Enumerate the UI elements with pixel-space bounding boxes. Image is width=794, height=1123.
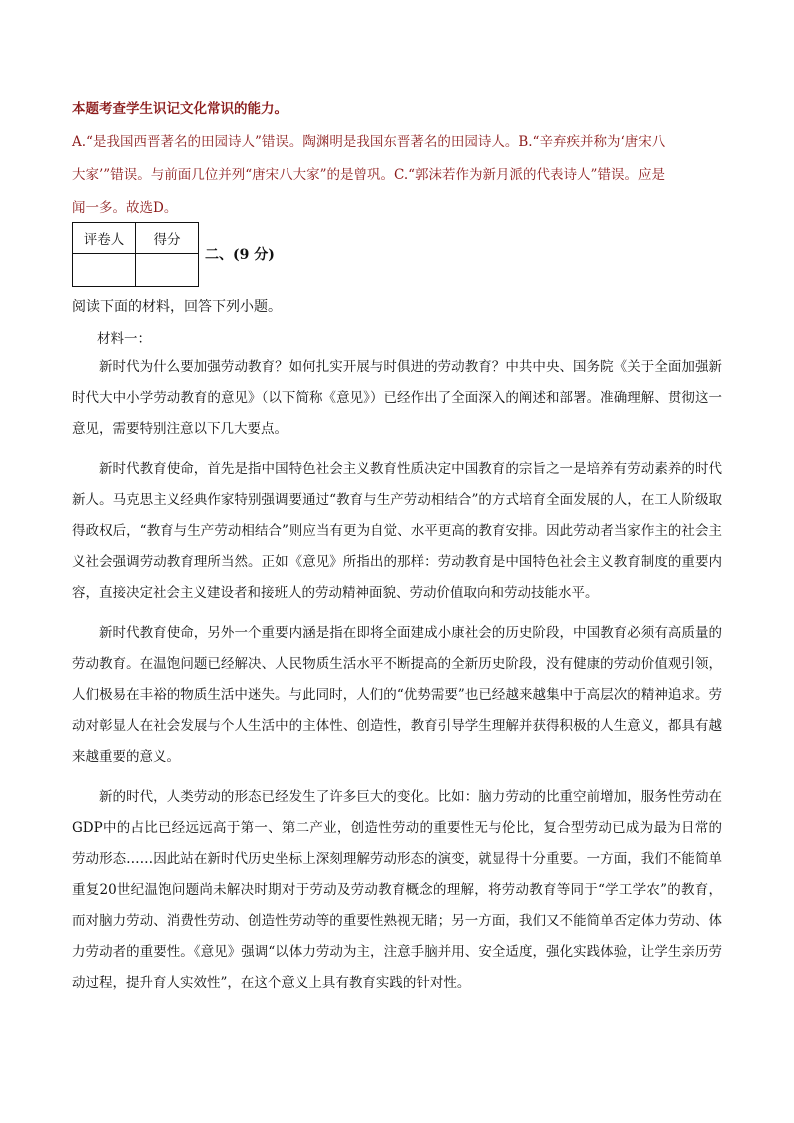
answer-line-2: A.“是我国西晋著名的田园诗人”错误。陶渊明是我国东晋著名的田园诗人。B.“辛弃疾并称为‘唐宋八 bbox=[72, 134, 666, 150]
reading-instruction: 阅读下面的材料，回答下列小题。 bbox=[72, 299, 282, 315]
answer-line-1: 本题考查学生识记文化常识的能力。 bbox=[72, 101, 288, 117]
score-header: 得分 bbox=[136, 223, 199, 254]
paragraph-1: 新时代为什么要加强劳动教育？如何扎实开展与时俱进的劳动教育？中共中央、国务院《关于全面加强新时代大中小学劳动教育的意见》（以下简称《意见》）已经作出了全面深入的阐述和部署。准确理解、贯彻这一意见，需要特别注意以下几大要点。 bbox=[72, 359, 722, 437]
grader-header: 评卷人 bbox=[73, 223, 136, 254]
grader-cell bbox=[73, 254, 136, 287]
paragraph-2: 新时代教育使命，首先是指中国特色社会主义教育性质决定中国教育的宗旨之一是培养有劳动素养的时代新人。马克思主义经典作家特别强调要通过“教育与生产劳动相结合”的方式培育全面发展的人，在工人阶级取得政权后，“教育与生产劳动相结合”则应当有更为自觉、水平更高的教育安排。因此劳动者当家作主的社会主义社会强调劳动教育理所当然。正如《意见》所指出的那样：劳动教育是中国特色社会主义教育制度的重要内容，直接决定社会主义建设者和接班人的劳动精神面貌、劳动价值取向和劳动技能水平。 bbox=[72, 461, 722, 601]
paragraph-4: 新的时代，人类劳动的形态已经发生了许多巨大的变化。比如：脑力劳动的比重空前增加，服务性劳动在GDP中的占比已经远远高于第一、第二产业，创造性劳动的重要性无与伦比，复合型劳动已成为最为日常的劳动形态……因此站在新时代历史坐标上深刻理解劳动形态的演变，就显得十分重要。一方面，我们不能简单重复20世纪温饱问题尚未解决时期对于劳动及劳动教育概念的理解，将劳动教育等同于“学工学农”的教育，而对脑力劳动、消费性劳动、创造性劳动等的重要性熟视无睹；另一方面，我们又不能简单否定体力劳动、体力劳动者的重要性。《意见》强调“以体力劳动为主，注意手脑并用、安全适度，强化实践体验，让学生亲历劳动过程，提升育人实效性”，在这个意义上具有教育实践的针对性。 bbox=[72, 789, 722, 991]
section-title: 二、(9 分) bbox=[205, 247, 275, 263]
answer-line-3: 大家’”错误。与前面几位并列“唐宋八大家”的是曾巩。C.“郭沫若作为新月派的代表诗人”错误。应是 bbox=[72, 167, 665, 183]
score-cell bbox=[136, 254, 199, 287]
answer-explanation bbox=[72, 93, 722, 225]
score-table bbox=[72, 222, 199, 287]
paragraph-3: 新时代教育使命，另外一个重要内涵是指在即将全面建成小康社会的历史阶段，中国教育必须有高质量的劳动教育。在温饱问题已经解决、人民物质生活水平不断提高的全新历史阶段，没有健康的劳动价值观引领，人们极易在丰裕的物质生活中迷失。与此同时，人们的“优势需要”也已经越来越集中于高层次的精神追求。劳动对彰显人在社会发展与个人生活中的主体性、创造性，教育引导学生理解并获得积极的人生意义，都具有越来越重要的意义。 bbox=[72, 625, 722, 765]
material-body bbox=[72, 352, 722, 1008]
material-label: 材料一： bbox=[97, 331, 151, 347]
answer-line-4: 闻一多。故选D。 bbox=[72, 200, 178, 216]
